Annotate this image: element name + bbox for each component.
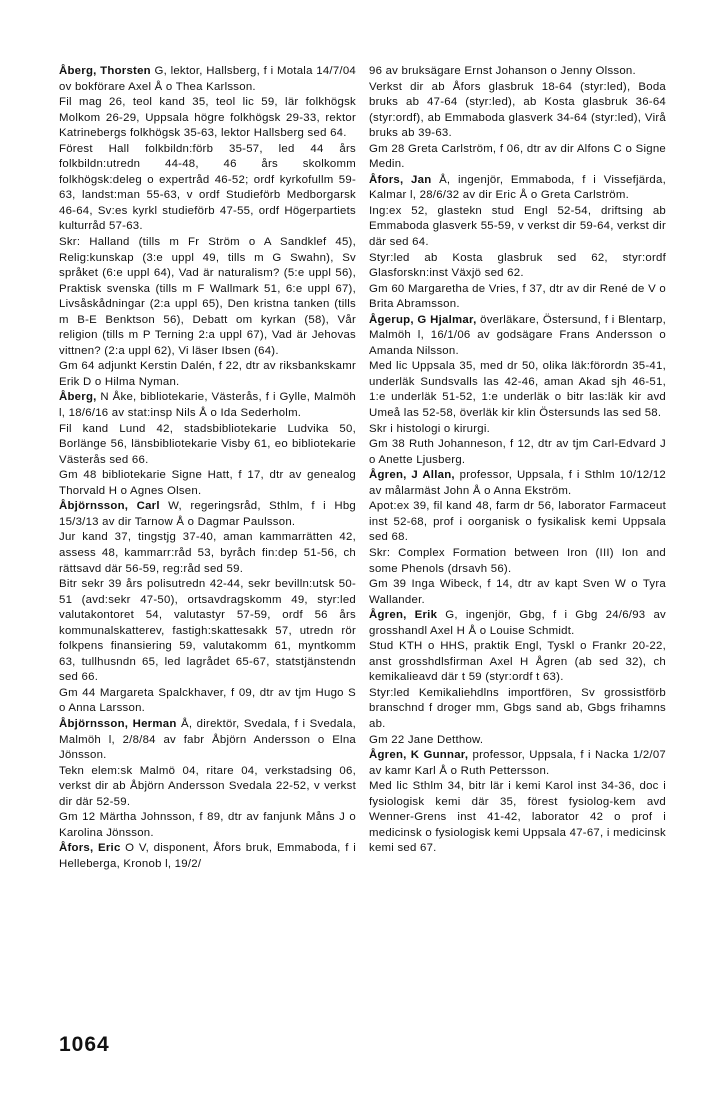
entry-text: Skr i histologi o kirurgi. bbox=[369, 422, 491, 435]
entry-text: Ing:ex 52, glastekn stud Engl 52-54, driftsing ab Emmaboda glasverk 55-59, v verkst dir 59-64, verkst dir där sed 64. bbox=[369, 204, 666, 249]
entry-text: Skr: Halland (tills m Fr Ström o A Sandklef 45), Relig:kunskap (3:e uppl 49, tills m G Swahn), Sv språket (6:e uppl 64), Vad är naturalism? (5:e uppl 56), Praktisk svenska (tills m F Wallmark 51, 6:e uppl 67), Livsåskådningar (2:a uppl 65), Den kristna tanken (tills m B-E Benktson 56), Debatt om kyrkan (58), Vår religion (tills m P Terning 2:a uppl 67), Vad är Jehovas vittnen? (2:a uppl 62), Vi läser Ibsen (64). bbox=[59, 236, 356, 357]
entry-text: Gm 12 Märtha Johnsson, f 89, dtr av fanjunk Måns J o Karolina Jönsson. bbox=[59, 811, 356, 839]
biography-entry-heading bbox=[59, 64, 356, 95]
entry-text: Styr:led ab Kosta glasbruk sed 62, styr:ordf Glasforskn:inst Växjö sed 62. bbox=[369, 251, 666, 280]
biography-paragraph bbox=[369, 499, 666, 546]
biography-entry-heading bbox=[59, 717, 356, 764]
person-name: Åberg, bbox=[59, 391, 97, 404]
entry-text: W, regeringsråd, Sthlm, f i Hbg 15/3/13 av dir Tarnow Å o Dagmar Paulsson. bbox=[59, 500, 356, 528]
biography-paragraph bbox=[369, 779, 666, 857]
person-name: Ågren, K Gunnar, bbox=[369, 749, 469, 762]
biography-paragraph bbox=[59, 686, 356, 717]
person-name: Åfors, Jan bbox=[369, 173, 432, 186]
biography-entry-heading bbox=[369, 313, 666, 360]
person-name: Ågren, Erik bbox=[369, 609, 438, 622]
biography-paragraph bbox=[59, 530, 356, 577]
entry-text: Med lic Uppsala 35, med dr 50, olika läk:förordn 35-41, underläk Sundsvalls las 42-46, aman Akad sjh 46-51, 1:e underläk 51-52, 1:e underläk o bitr las:läk kir avd Umeå las 52-58, överläk kir klin Östersunds las sed 58. bbox=[369, 360, 666, 420]
entry-text: Fil kand Lund 42, stadsbibliotekarie Ludvika 50, Borlänge 56, länsbibliotekarie Visby 61, eo bibliotekarie Västerås sed 66. bbox=[59, 422, 356, 466]
biography-paragraph bbox=[369, 251, 666, 282]
biography-entry-heading bbox=[59, 841, 356, 872]
biography-paragraph bbox=[369, 686, 666, 733]
biography-paragraph bbox=[369, 204, 666, 251]
biography-paragraph bbox=[369, 577, 666, 608]
biography-paragraph bbox=[59, 810, 356, 841]
biography-entry-heading bbox=[59, 499, 356, 530]
entry-text: N Åke, bibliotekarie, Västerås, f i Gylle, Malmöh l, 18/6/16 av stat:insp Nils Å o Ida Sederholm. bbox=[59, 391, 356, 420]
biography-paragraph bbox=[59, 468, 356, 499]
entry-text: Apot:ex 39, fil kand 48, farm dr 56, laborator Farmaceut inst 52-68, prof i oorganisk o fysikalisk kemi Uppsala sed 68. bbox=[369, 500, 666, 544]
biography-entry-heading bbox=[369, 748, 666, 779]
biography-entry-heading bbox=[369, 468, 666, 499]
entry-text: professor, Uppsala, f i Sthlm 10/12/12 av målarmäst John Å o Anna Ekström. bbox=[369, 469, 666, 497]
biography-paragraph bbox=[59, 764, 356, 811]
entry-text: överläkare, Östersund, f i Blentarp, Malmöh l, 16/1/06 av godsägare Frans Andersson o Amanda Nilsson. bbox=[369, 313, 666, 357]
biography-paragraph bbox=[369, 733, 666, 749]
biography-paragraph bbox=[369, 437, 666, 468]
page-number: 1064 bbox=[59, 1033, 110, 1056]
entry-text: Gm 38 Ruth Johanneson, f 12, dtr av tjm Carl-Edvard J o Anette Ljusberg. bbox=[369, 438, 666, 466]
biography-paragraph bbox=[59, 142, 356, 235]
entry-text: Med lic Sthlm 34, bitr lär i kemi Karol inst 34-36, doc i fysiologisk kemi där 35, förest fysiolog-kem avd Wenner-Grens inst 41-42, laborator 42 o prof i medicinsk o fysiologisk kemi Uppsala 47-67, i medicinsk kemi sed 67. bbox=[369, 780, 666, 855]
entry-text: Gm 44 Margareta Spalckhaver, f 09, dtr av tjm Hugo S o Anna Larsson. bbox=[59, 686, 356, 715]
person-name: Åberg, Thorsten bbox=[59, 65, 151, 77]
person-name: Åfors, Eric bbox=[59, 842, 121, 855]
biography-paragraph bbox=[369, 80, 666, 142]
person-name: Åbjörnsson, Herman bbox=[59, 717, 177, 730]
entry-text: Gm 60 Margaretha de Vries, f 37, dtr av dir René de V o Brita Abramsson. bbox=[369, 282, 666, 311]
right-column bbox=[369, 64, 666, 857]
person-name: Åbjörnsson, Carl bbox=[59, 500, 160, 513]
entry-text: Gm 48 bibliotekarie Signe Hatt, f 17, dtr av genealog Thorvald H o Agnes Olsen. bbox=[59, 469, 356, 497]
entry-text: Gm 28 Greta Carlström, f 06, dtr av dir Alfons C o Signe Medin. bbox=[369, 142, 666, 171]
entry-text: Gm 22 Jane Detthow. bbox=[369, 733, 484, 746]
entry-text: Bitr sekr 39 års polisutredn 42-44, sekr bevilln:utsk 50-51 (avd:sekr 47-50), ortsavdragskomm 49, styr:led valutakontoret 54, valutastyr 57-59, ordf 56 års kommunalskatterev, fastigh:skattesakk 57, utredn rör folkpens finansiering 59, valutakomm 61, myntkomm 63, tullhusndn 65, led lagrådet 65-67, statstjänstendn sed 66. bbox=[59, 578, 356, 684]
biography-paragraph bbox=[369, 64, 666, 80]
left-column bbox=[59, 64, 356, 872]
entry-text: Verkst dir ab Åfors glasbruk 18-64 (styr:led), Boda bruks ab 47-64 (styr:led), ab Kosta glasbruk 36-64 (styr:ordf), ab Emmaboda glasverk 34-64 (styr:led), Virå bruks ab 39-63. bbox=[369, 80, 666, 140]
biography-paragraph bbox=[59, 235, 356, 359]
biography-entry-heading bbox=[59, 390, 356, 421]
entry-text: professor, Uppsala, f i Nacka 1/2/07 av kamr Karl Å o Ruth Pettersson. bbox=[369, 749, 666, 777]
biography-paragraph bbox=[369, 639, 666, 686]
entry-text: Gm 64 adjunkt Kerstin Dalén, f 22, dtr av riksbankskamr Erik D o Hilma Nyman. bbox=[59, 360, 356, 388]
entry-text: Skr: Complex Formation between Iron (III) Ion and some Phenols (drsavh 56). bbox=[369, 546, 666, 575]
entry-text: Å, direktör, Svedala, f i Svedala, Malmöh l, 2/8/84 av fabr Åbjörn Andersson o Elna Jönsson. bbox=[59, 717, 356, 762]
entry-text: Jur kand 37, tingstjg 37-40, aman kammarrätten 42, assess 48, kammarr:råd 53, byråch fin:dep 51-56, ch rättsavd där 56-59, reg:råd sed 59. bbox=[59, 531, 356, 575]
biography-paragraph bbox=[369, 359, 666, 421]
biography-paragraph bbox=[369, 282, 666, 313]
entry-text: O V, disponent, Åfors bruk, Emmaboda, f i Helleberga, Kronob l, 19/2/ bbox=[59, 842, 356, 870]
biography-paragraph bbox=[369, 546, 666, 577]
entry-text: Tekn elem:sk Malmö 04, ritare 04, verkstadsing 06, verkst dir ab Åbjörn Andersson Svedala 22-52, v verkst dir där 52-59. bbox=[59, 764, 356, 808]
biography-paragraph bbox=[59, 577, 356, 686]
biography-paragraph bbox=[59, 359, 356, 390]
person-name: Ågren, J Allan, bbox=[369, 469, 455, 482]
biography-paragraph bbox=[59, 422, 356, 469]
biography-entry-heading bbox=[369, 608, 666, 639]
entry-text: Stud KTH o HHS, praktik Engl, Tyskl o Frankr 20-22, anst grosshdlsfirman Axel H Ågren (ab sed 32), ch kemikalieavd där t 59 (styr:ordf t 63). bbox=[369, 640, 666, 684]
entry-text: Å, ingenjör, Emmaboda, f i Vissefjärda, Kalmar l, 28/6/32 av dir Eric Å o Greta Carlström. bbox=[369, 173, 667, 202]
entry-text: Gm 39 Inga Wibeck, f 14, dtr av kapt Sven W o Tyra Wallander. bbox=[369, 578, 666, 606]
entry-text: Fil mag 26, teol kand 35, teol lic 59, lär folkhögsk Molkom 26-29, Uppsala högre folkhögsk 29-33, rektor Katrinebergs folkhögsk 35-63, lektor Hallsberg sed 64. bbox=[59, 96, 356, 140]
entry-text: 96 av bruksägare Ernst Johanson o Jenny Olsson. bbox=[369, 65, 636, 77]
biography-paragraph bbox=[59, 95, 356, 142]
entry-text: Styr:led Kemikaliehdlns importfören, Sv grossistförb branschnd f droger mm, Gbgs sand ab, Gbgs frihamns ab. bbox=[369, 686, 666, 730]
entry-text: G, ingenjör, Gbg, f i Gbg 24/6/93 av grosshandl Axel H Å o Louise Schmidt. bbox=[369, 609, 666, 637]
person-name: Ågerup, G Hjalmar, bbox=[369, 313, 477, 326]
entry-text: Förest Hall folkbildn:förb 35-57, led 44 års folkbildn:utredn 44-48, 46 års skolkomm folkhögsk:deleg o expertråd 46-52; ordf kyrkofullm 59-63, landst:man 55-63, v ordf Studieförb Medborgarsk 46-64, Sv:es kyrkl studieförb 47-55, ordf Högerpartiets kulturråd 57-63. bbox=[59, 142, 356, 233]
biography-paragraph bbox=[369, 142, 666, 173]
biography-paragraph bbox=[369, 422, 666, 438]
biography-entry-heading bbox=[369, 173, 666, 204]
entry-text: G, lektor, Hallsberg, f i Motala 14/7/04 ov bokförare Axel Å o Thea Karlsson. bbox=[59, 65, 356, 93]
